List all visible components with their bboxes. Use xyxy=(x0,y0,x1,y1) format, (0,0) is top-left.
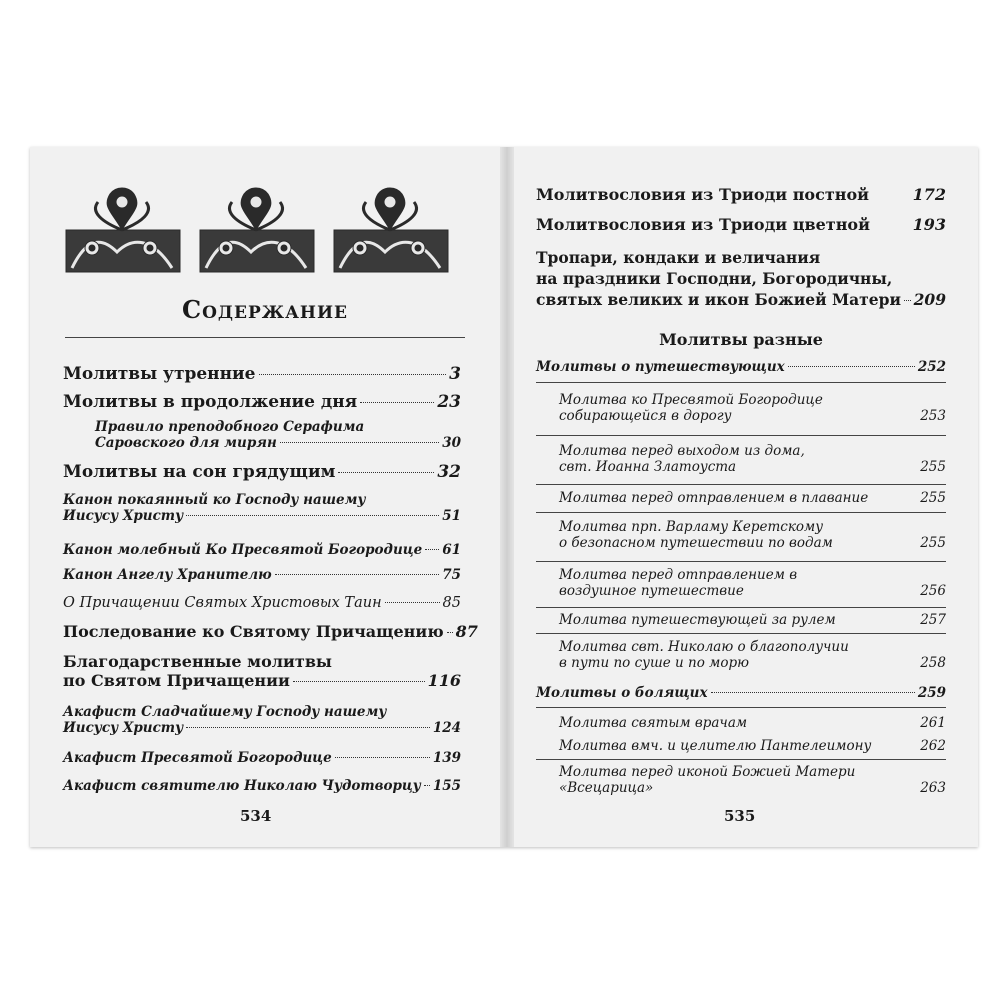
entry-page: 139 xyxy=(432,750,461,766)
entry-page: 172 xyxy=(912,185,946,204)
toc-entry[interactable] xyxy=(559,567,946,599)
open-book xyxy=(30,147,978,847)
toc-entry[interactable] xyxy=(559,764,946,796)
toc-entry[interactable] xyxy=(559,392,946,424)
toc-entry[interactable] xyxy=(63,778,461,794)
entry-title-line1: Канон покаянный ко Господу нашему xyxy=(63,492,366,508)
entry-title: Молитвы о путешествующих xyxy=(536,359,785,375)
toc-entry[interactable] xyxy=(559,443,946,475)
toc-entry[interactable] xyxy=(63,462,461,482)
entry-page: 3 xyxy=(449,364,461,384)
entry-page: 262 xyxy=(920,738,946,754)
divider xyxy=(536,561,946,562)
entry-page: 263 xyxy=(920,780,946,796)
toc-entry[interactable] xyxy=(63,622,478,641)
entry-page: 23 xyxy=(437,392,461,412)
entry-title: Иисусу Христу xyxy=(63,720,184,736)
entry-title: Молитва путешествующей за рулем xyxy=(559,612,836,628)
entry-title: о безопасном путешествии по водам xyxy=(559,535,833,551)
entry-page: 257 xyxy=(920,612,946,628)
divider xyxy=(536,484,946,485)
toc-entry[interactable] xyxy=(63,704,461,736)
section-heading: Молитвы разные xyxy=(659,330,823,349)
toc-entry[interactable] xyxy=(536,685,946,701)
divider xyxy=(536,435,946,436)
entry-title: собирающейся в дорогу xyxy=(559,408,732,424)
divider xyxy=(536,382,946,383)
entry-title-line1: Молитва перед выходом из дома, xyxy=(559,443,805,459)
toc-entry[interactable] xyxy=(63,364,461,384)
toc-entry[interactable] xyxy=(63,392,461,412)
entry-page: 255 xyxy=(920,490,946,506)
divider xyxy=(536,759,946,760)
toc-entry[interactable] xyxy=(63,492,461,524)
entry-title-line1: Молитва свт. Николаю о благополучии xyxy=(559,639,849,655)
entry-title-line2: на праздники Господни, Богородичны, xyxy=(536,269,893,288)
entry-title: Акафист святителю Николаю Чудотворцу xyxy=(63,778,421,794)
toc-entry[interactable] xyxy=(559,490,946,506)
entry-title: Молитвословия из Триоди цветной xyxy=(536,215,870,234)
toc-entry[interactable] xyxy=(95,419,461,451)
right-page xyxy=(514,147,978,847)
toc-entry[interactable] xyxy=(63,595,461,611)
entry-title-line1: Молитва перед иконой Божией Матери xyxy=(559,764,856,780)
divider xyxy=(536,707,946,708)
entry-title: Молитва святым врачам xyxy=(559,715,748,731)
toc-entry[interactable] xyxy=(536,215,946,234)
entry-page: 30 xyxy=(442,435,461,451)
entry-title-line1: Молитва прп. Варламу Керетскому xyxy=(559,519,824,535)
entry-page: 261 xyxy=(920,715,946,731)
entry-page: 61 xyxy=(442,542,461,558)
entry-title: Иисусу Христу xyxy=(63,508,184,524)
page-number: 534 xyxy=(240,807,272,825)
entry-title: Молитвы на сон грядущим xyxy=(63,462,336,482)
entry-title: Молитвословия из Триоди постной xyxy=(536,185,869,204)
divider xyxy=(65,337,465,338)
entry-title: свт. Иоанна Златоуста xyxy=(559,459,737,475)
entry-title: в пути по суше и по морю xyxy=(559,655,749,671)
entry-page: 85 xyxy=(442,595,461,611)
toc-entry[interactable] xyxy=(63,542,461,558)
ornamental-headpiece xyxy=(62,182,452,277)
divider xyxy=(536,633,946,634)
toc-entry[interactable] xyxy=(536,247,946,310)
entry-page: 116 xyxy=(427,671,461,690)
entry-title-line1: Тропари, кондаки и величания xyxy=(536,248,821,267)
entry-page: 252 xyxy=(917,359,946,375)
page-title: Содержание xyxy=(182,295,348,324)
toc-entry[interactable] xyxy=(63,652,461,690)
entry-title-line1: Благодарственные молитвы xyxy=(63,652,332,671)
entry-title: Акафист Пресвятой Богородице xyxy=(63,750,332,766)
toc-entry[interactable] xyxy=(559,612,946,628)
entry-page: 253 xyxy=(920,408,946,424)
entry-title: Молитвы в продолжение дня xyxy=(63,392,358,412)
entry-title: воздушное путешествие xyxy=(559,583,744,599)
entry-title: Канон молебный Ко Пресвятой Богородице xyxy=(63,542,423,558)
entry-page: 255 xyxy=(920,459,946,475)
entry-page: 255 xyxy=(920,535,946,551)
toc-entry[interactable] xyxy=(536,359,946,375)
divider xyxy=(536,607,946,608)
entry-title-line1: Молитва перед отправлением в xyxy=(559,567,798,583)
page-number: 535 xyxy=(724,807,756,825)
toc-entry[interactable] xyxy=(559,738,946,754)
entry-title-line1: Акафист Сладчайшему Господу нашему xyxy=(63,704,387,720)
entry-page: 155 xyxy=(432,778,462,794)
entry-title: Молитвы утренние xyxy=(63,364,256,384)
entry-title: Молитвы о болящих xyxy=(536,685,708,701)
entry-title-line1: Правило преподобного Серафима xyxy=(95,419,365,435)
entry-page: 75 xyxy=(442,567,461,583)
left-page xyxy=(30,147,500,847)
entry-page: 259 xyxy=(917,685,946,701)
entry-page: 193 xyxy=(912,215,946,234)
entry-page: 209 xyxy=(913,290,946,309)
toc-entry[interactable] xyxy=(559,639,946,671)
entry-title-line1: Молитва ко Пресвятой Богородице xyxy=(559,392,823,408)
entry-page: 87 xyxy=(455,622,478,641)
entry-title: Последование ко Святому Причащению xyxy=(63,622,444,641)
entry-title: Молитва перед отправлением в плавание xyxy=(559,490,869,506)
entry-page: 256 xyxy=(920,583,946,599)
toc-entry[interactable] xyxy=(559,715,946,731)
divider xyxy=(536,512,946,513)
toc-entry[interactable] xyxy=(559,519,946,551)
toc-entry[interactable] xyxy=(63,750,461,766)
entry-title: по Святом Причащении xyxy=(63,671,290,690)
entry-title: «Всецарица» xyxy=(559,780,654,796)
toc-entry[interactable] xyxy=(536,185,946,204)
toc-entry[interactable] xyxy=(63,567,461,583)
entry-page: 258 xyxy=(920,655,946,671)
entry-title: О Причащении Святых Христовых Таин xyxy=(63,595,382,611)
entry-title: Молитва вмч. и целителю Пантелеимону xyxy=(559,738,872,754)
entry-title: Саровского для мирян xyxy=(95,435,277,451)
book-gutter xyxy=(500,147,514,847)
entry-page: 124 xyxy=(432,720,461,736)
entry-page: 32 xyxy=(437,462,461,482)
entry-title: Канон Ангелу Хранителю xyxy=(63,567,272,583)
entry-page: 51 xyxy=(442,508,461,524)
entry-title: святых великих и икон Божией Матери xyxy=(536,290,901,309)
